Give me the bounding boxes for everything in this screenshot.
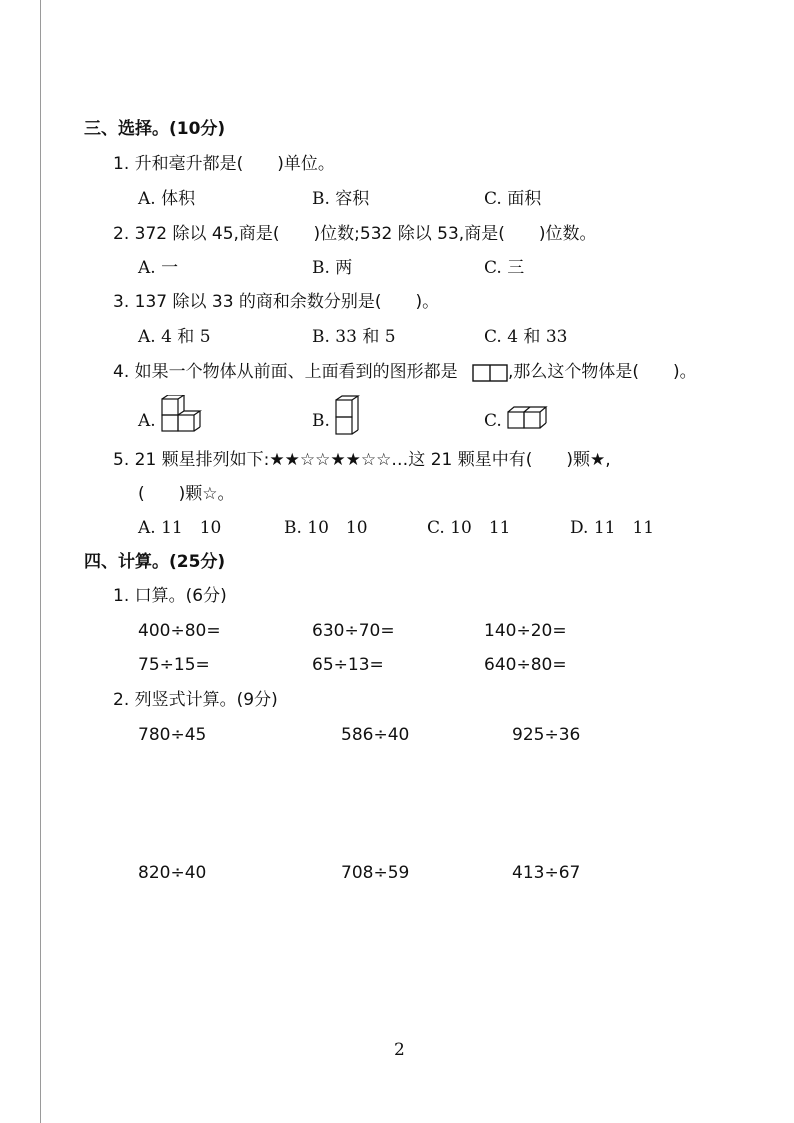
question-1: 1. 升和毫升都是( )单位。 — [113, 154, 335, 174]
cube-stack-vertical-icon — [334, 395, 362, 437]
cube-stack-l-shape-icon — [160, 395, 204, 435]
q3-option-a: A. 4 和 5 — [138, 327, 211, 347]
cube-row-horizontal-icon — [506, 405, 548, 431]
question-2: 2. 372 除以 45,商是( )位数;532 除以 53,商是( )位数。 — [113, 224, 597, 244]
oral-calc-item: 75÷15= — [138, 655, 210, 675]
vertical-calc-item: 413÷67 — [512, 863, 581, 883]
question-4-before: 4. 如果一个物体从前面、上面看到的图形都是 — [113, 362, 458, 382]
section-3-title: 三、选择。(10分) — [84, 119, 226, 139]
vertical-calc-item: 708÷59 — [341, 863, 410, 883]
section-4-title: 四、计算。(25分) — [84, 552, 226, 572]
binding-margin-line — [40, 0, 41, 1123]
two-squares-figure-icon — [472, 364, 508, 382]
oral-calc-item: 400÷80= — [138, 621, 221, 641]
q4-option-a: A. — [138, 411, 156, 431]
q2-option-c: C. 三 — [484, 258, 525, 278]
question-5-line-2: ( )颗☆。 — [138, 484, 235, 504]
question-5-line-1: 5. 21 颗星排列如下:★★☆☆★★☆☆…这 21 颗星中有( )颗★, — [113, 450, 611, 470]
oral-calc-item: 640÷80= — [484, 655, 567, 675]
q5-option-d: D. 11 11 — [570, 518, 655, 538]
q5-option-a: A. 11 10 — [138, 518, 222, 538]
part-1-title: 1. 口算。(6分) — [113, 586, 227, 606]
part-2-title: 2. 列竖式计算。(9分) — [113, 690, 278, 710]
oral-calc-item: 65÷13= — [312, 655, 384, 675]
oral-calc-item: 140÷20= — [484, 621, 567, 641]
q5-option-c: C. 10 11 — [427, 518, 511, 538]
vertical-calc-item: 925÷36 — [512, 725, 581, 745]
question-4-after: ,那么这个物体是( )。 — [508, 362, 697, 382]
q1-option-b: B. 容积 — [312, 189, 370, 209]
q5-option-b: B. 10 10 — [284, 518, 368, 538]
q3-option-c: C. 4 和 33 — [484, 327, 568, 347]
vertical-calc-item: 780÷45 — [138, 725, 207, 745]
vertical-calc-item: 820÷40 — [138, 863, 207, 883]
page-number: 2 — [394, 1040, 405, 1060]
oral-calc-item: 630÷70= — [312, 621, 395, 641]
q3-option-b: B. 33 和 5 — [312, 327, 396, 347]
q2-option-b: B. 两 — [312, 258, 353, 278]
q4-option-b: B. — [312, 411, 330, 431]
q1-option-c: C. 面积 — [484, 189, 542, 209]
question-3: 3. 137 除以 33 的商和余数分别是( )。 — [113, 292, 440, 312]
q1-option-a: A. 体积 — [138, 189, 196, 209]
q2-option-a: A. 一 — [138, 258, 179, 278]
q4-option-c: C. — [484, 411, 502, 431]
vertical-calc-item: 586÷40 — [341, 725, 410, 745]
